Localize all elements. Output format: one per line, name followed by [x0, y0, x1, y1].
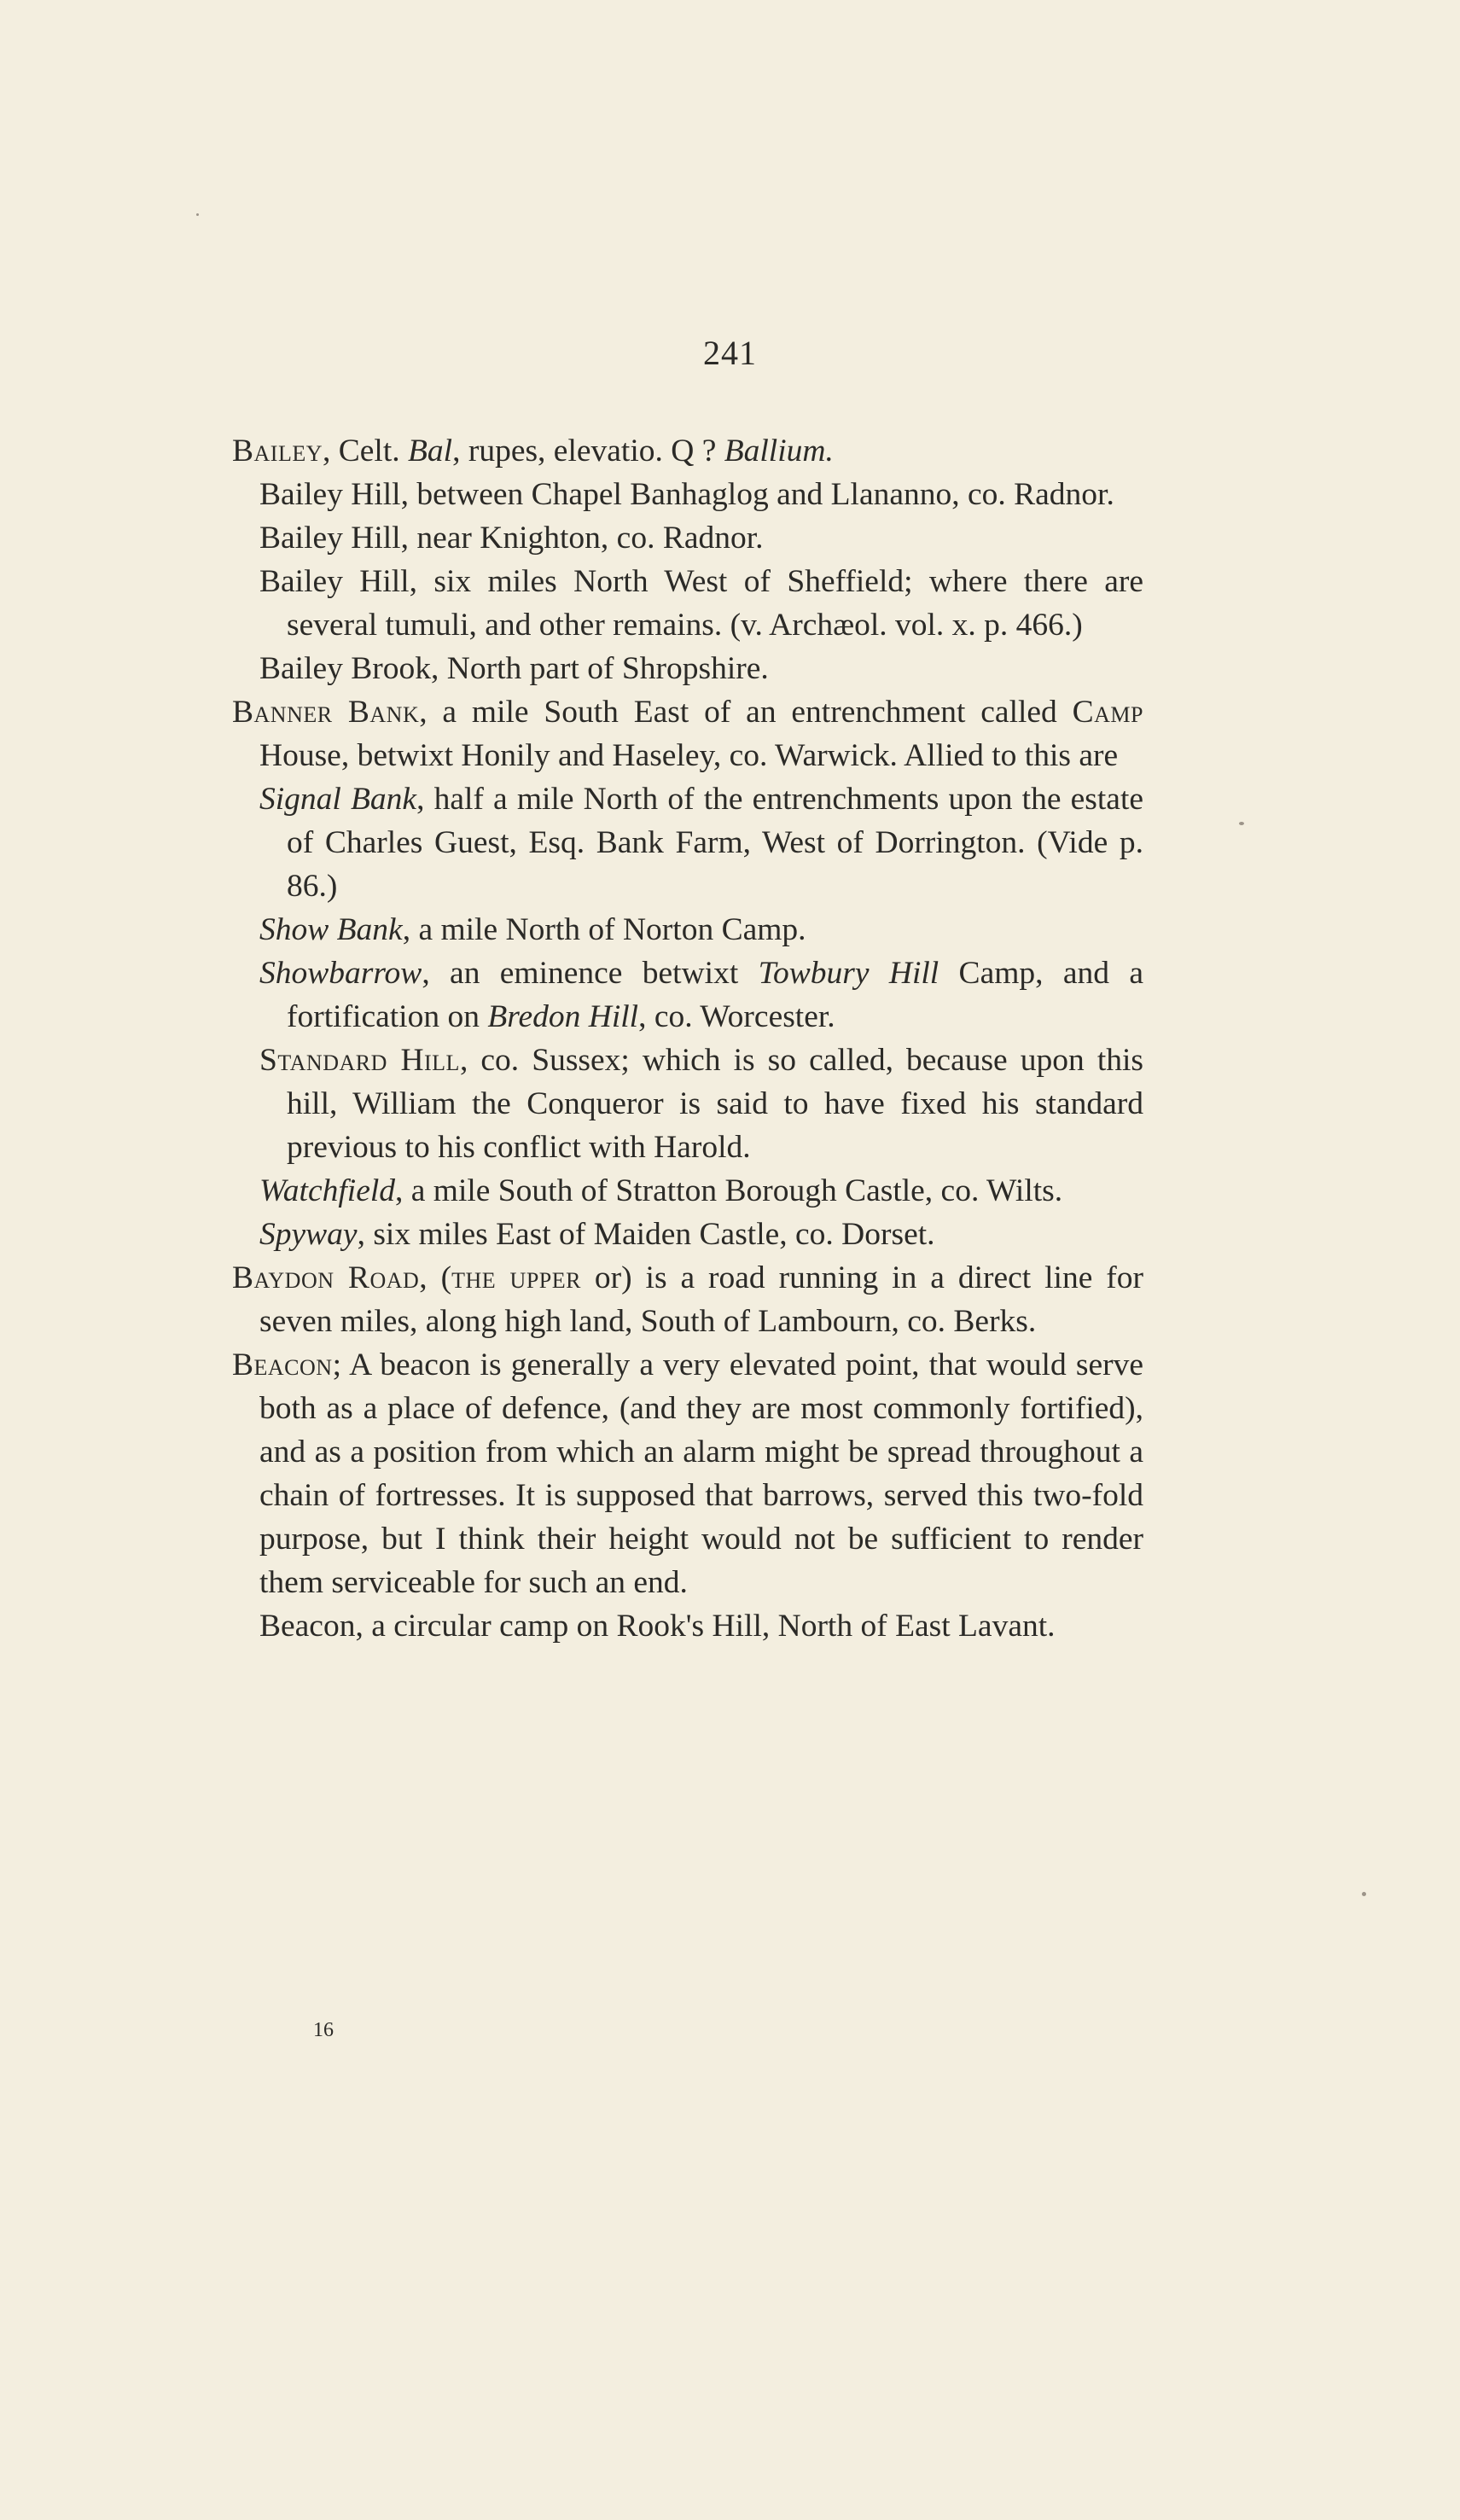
headword: Bailey [232, 434, 323, 468]
entry-text: Bailey Hill, near Knighton, co. Radnor. [259, 521, 764, 556]
entry-text: Bailey Hill, between Chapel Banhaglog and Llananno, co. Radnor. [259, 477, 1114, 512]
sub-entry [232, 516, 1143, 560]
headword: Standard Hill [259, 1043, 460, 1078]
entry-text: , ( [419, 1260, 452, 1295]
sub-entry [232, 777, 1143, 908]
sub-entry [232, 647, 1143, 690]
entry-text: , a mile North of Norton Camp. [402, 912, 806, 947]
italic-term: Bal [408, 434, 453, 468]
headword: the upper [451, 1260, 581, 1295]
entry-text: , a mile South East of an entrenchment called [419, 695, 1073, 730]
entry-text: , co. Sussex; which is so called, because upon this hill, William the Conqueror is said to have fixed his standard previous to his conflict with Harold. [287, 1043, 1143, 1165]
headword-entry [232, 429, 1143, 473]
sub-entry [232, 1039, 1143, 1169]
page-number: 241 [703, 334, 757, 372]
headword-entry [232, 1256, 1143, 1343]
headword: Baydon Road [232, 1260, 420, 1295]
entry-text: ; A beacon is generally a very elevated point, that would serve both as a place of defence, (and they are most commonly fortified), and as a position from which an alarm might be spread throughout a chain of fortresses. It is supposed that barrows, served this two-fold purpose, but I think their height would not be sufficient to render them serviceable for such an end. [259, 1347, 1143, 1600]
entry-text: House, betwixt Honily and Haseley, co. Warwick. Allied to this are [259, 738, 1119, 773]
entry-text: or) is a road running in a direct line for seven miles, along high land, South of Lambourn, co. Berks. [259, 1260, 1143, 1339]
entry-text: , co. Worcester. [638, 999, 835, 1034]
italic-term: Show Bank [259, 912, 403, 947]
sub-entry [232, 473, 1143, 516]
paper-speck [196, 213, 199, 216]
italic-term: Bredon Hill [487, 999, 639, 1034]
entry-text: , six miles East of Maiden Castle, co. Dorset. [357, 1217, 935, 1252]
entry-text: Bailey Hill, six miles North West of Sheffield; where there are several tumuli, and other remains. (v. Archæol. vol. x. p. 466.) [259, 564, 1143, 643]
sub-entry [232, 560, 1143, 647]
italic-term: Ballium. [724, 434, 834, 468]
entry-text: Bailey Brook, North part of Shropshire. [259, 651, 769, 686]
headword-entry [232, 690, 1143, 777]
paper-speck [1362, 1892, 1366, 1896]
signature-mark: 16 [313, 2019, 334, 2041]
sub-entry [232, 908, 1143, 952]
sub-entry [232, 1604, 1143, 1648]
entry-text: , rupes, elevatio. Q ? [452, 434, 724, 468]
entry-text: , an eminence betwixt [422, 956, 759, 991]
sub-entry [232, 1213, 1143, 1256]
sub-entry [232, 1169, 1143, 1213]
paper-speck [1239, 822, 1244, 825]
entry-text: Camp, and a fortification on [287, 956, 1143, 1034]
entry-text: Beacon, a circular camp on Rook's Hill, North of East Lavant. [259, 1609, 1056, 1644]
headword: Camp [1072, 695, 1144, 730]
italic-term: Towbury Hill [758, 956, 939, 991]
italic-term: Signal Bank [259, 782, 417, 817]
entry-text: , Celt. [323, 434, 408, 468]
italic-term: Watchfield [259, 1173, 396, 1208]
headword: Beacon [232, 1347, 333, 1382]
sub-entry [232, 952, 1143, 1039]
italic-term: Spyway [259, 1217, 358, 1252]
italic-term: Showbarrow [259, 956, 422, 991]
glossary-text [232, 429, 1143, 1648]
headword-entry [232, 1343, 1143, 1604]
entry-text: , a mile South of Stratton Borough Castle, co. Wilts. [395, 1173, 1063, 1208]
entry-text: , half a mile North of the entrenchments upon the estate of Charles Guest, Esq. Bank Farm, West of Dorrington. (Vide p. 86.) [287, 782, 1144, 904]
headword: Banner Bank [232, 695, 420, 730]
